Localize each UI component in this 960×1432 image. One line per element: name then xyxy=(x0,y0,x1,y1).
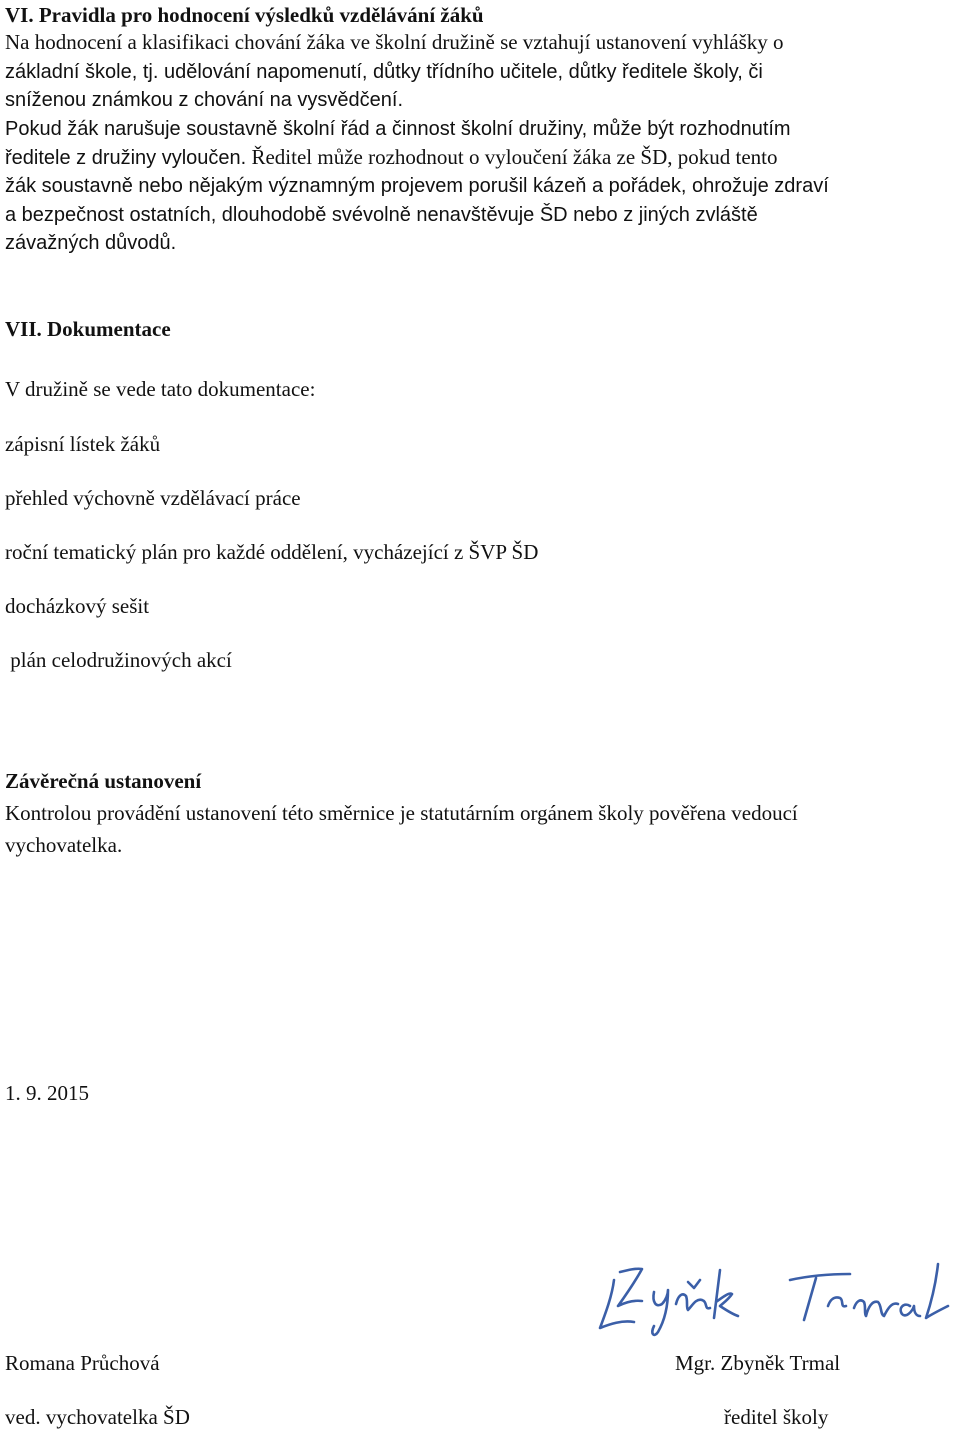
section-6-line-1: Na hodnocení a klasifikaci chování žáka ve školní družině se vztahují ustanovení vyhlášky o xyxy=(5,30,784,54)
documentation-item: docházkový sešit xyxy=(5,594,150,618)
signatory-left-role: ved. vychovatelka ŠD xyxy=(5,1405,190,1429)
section-7-intro: V družině se vede tato dokumentace: xyxy=(5,377,316,401)
section-6-line-4: Pokud žák narušuje soustavně školní řád a činnost školní družiny, může být rozhodnutím xyxy=(5,118,791,140)
section-6-line-3: sníženou známkou z chování na vysvědčení. xyxy=(5,89,404,111)
section-6-line-5b: Ředitel může rozhodnout o vyloučení žáka ze ŠD, pokud tento xyxy=(246,145,778,169)
documentation-item: zápisní lístek žáků xyxy=(5,432,161,456)
section-7-heading: VII. Dokumentace xyxy=(5,317,171,341)
final-provisions-heading: Závěrečná ustanovení xyxy=(5,769,202,793)
section-6-heading: VI. Pravidla pro hodnocení výsledků vzdělávání žáků xyxy=(5,3,484,27)
documentation-item: přehled výchovně vzdělávací práce xyxy=(5,486,301,510)
section-6-line-6: žák soustavně nebo nějakým významným projevem porušil kázeň a pořádek, ohrožuje zdraví xyxy=(5,175,829,197)
signatory-right-name: Mgr. Zbyněk Trmal xyxy=(675,1351,841,1375)
signatory-right-role: ředitel školy xyxy=(724,1405,829,1429)
section-6-line-5 xyxy=(5,143,950,173)
final-provisions-line-1: Kontrolou provádění ustanovení této směrnice je statutárním orgánem školy pověřena vedoucí xyxy=(5,801,798,825)
section-6-line-8: závažných důvodů. xyxy=(5,232,177,254)
documentation-item: plán celodružinových akcí xyxy=(5,648,232,672)
handwritten-signature xyxy=(592,1262,960,1342)
documentation-item: roční tematický plán pro každé oddělení, vycházející z ŠVP ŠD xyxy=(5,540,539,564)
document-date: 1. 9. 2015 xyxy=(5,1081,89,1105)
signatory-left-name: Romana Průchová xyxy=(5,1351,160,1375)
section-6-line-5a: ředitele z družiny vyloučen. xyxy=(5,147,247,169)
section-6-line-2: základní škole, tj. udělování napomenutí, důtky třídního učitele, důtky ředitele školy, či xyxy=(5,61,763,83)
section-6-line-7: a bezpečnost ostatních, dlouhodobě svévolně nenavštěvuje ŠD nebo z jiných zvláště xyxy=(5,204,758,226)
final-provisions-line-2: vychovatelka. xyxy=(5,833,123,857)
